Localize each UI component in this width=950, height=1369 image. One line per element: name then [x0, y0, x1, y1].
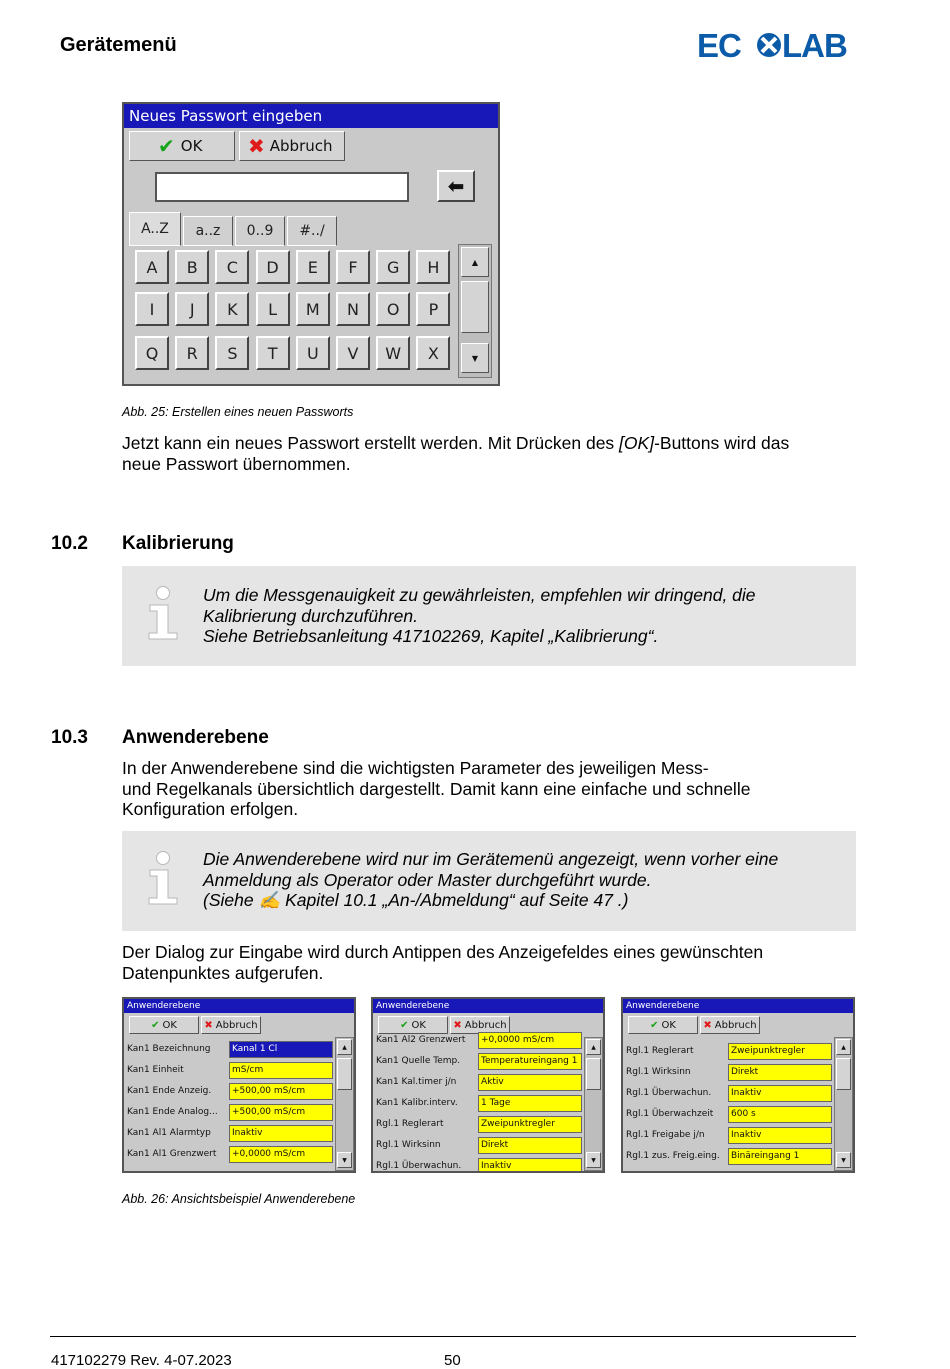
text-line: Datenpunktes aufgerufen.	[122, 962, 324, 983]
note-text	[203, 585, 756, 647]
key-l[interactable]: L	[256, 292, 290, 326]
section-title-anwenderebene: Anwenderebene	[122, 727, 269, 748]
scroll-up-button[interactable]: ▲	[461, 247, 489, 277]
paragraph-new-password	[122, 433, 852, 474]
anwenderebene-screen	[122, 997, 356, 1173]
parameter-value-field[interactable]: Inaktiv	[478, 1158, 582, 1173]
scroll-thumb[interactable]	[836, 1058, 851, 1090]
key-r[interactable]: R	[175, 336, 209, 370]
note-line-2: Kalibrierung durchzuführen.	[203, 605, 418, 626]
arrow-left-icon: ⬅	[447, 174, 465, 198]
scroll-up-button[interactable]: ▲	[586, 1039, 601, 1055]
parameter-value-field[interactable]: Direkt	[728, 1064, 832, 1081]
svg-text:EC: EC	[697, 28, 741, 62]
key-v[interactable]: V	[336, 336, 370, 370]
parameter-value-field[interactable]: Zweipunktregler	[478, 1116, 582, 1133]
info-icon	[146, 851, 180, 905]
key-f[interactable]: F	[336, 250, 370, 284]
screen-title: Anwenderebene	[623, 999, 853, 1013]
parameter-label: Rgl.1 Reglerart	[376, 1119, 444, 1129]
scroll-up-button[interactable]: ▲	[836, 1039, 851, 1055]
tab-uppercase[interactable]: A..Z	[129, 212, 181, 246]
para1-line2: neue Passwort übernommen.	[122, 453, 351, 474]
footer-divider	[50, 1336, 856, 1337]
checkmark-icon: ✔	[151, 1019, 160, 1031]
text-line: In der Anwenderebene sind die wichtigsten Parameter des jeweiligen Mess-	[122, 758, 709, 778]
note-line-2: Anmeldung als Operator oder Master durchgeführt wurde.	[203, 869, 652, 890]
cancel-button[interactable]	[700, 1016, 760, 1034]
ok-button[interactable]	[129, 131, 235, 161]
figure-26-caption: Abb. 26: Ansichtsbeispiel Anwenderebene	[122, 1192, 356, 1206]
dialog-title: Neues Passwort eingeben	[124, 104, 498, 128]
screen-scrollbar[interactable]	[335, 1037, 354, 1171]
parameter-label: Rgl.1 Überwachun.	[626, 1088, 712, 1098]
key-x[interactable]: X	[416, 336, 450, 370]
page-header-title: Gerätemenü	[60, 34, 177, 56]
parameter-label: Rgl.1 Reglerart	[626, 1046, 694, 1056]
ok-label: OK	[162, 1019, 177, 1031]
ok-label: OK	[661, 1019, 676, 1031]
info-note-kalibrierung	[122, 566, 856, 666]
key-s[interactable]: S	[215, 336, 249, 370]
scroll-thumb[interactable]	[461, 281, 489, 333]
para1-text-b: -Buttons wird das	[654, 433, 790, 453]
scroll-down-button[interactable]: ▼	[586, 1152, 601, 1168]
note-line-3: Siehe Betriebsanleitung 417102269, Kapitel „Kalibrierung“.	[203, 626, 659, 646]
parameter-value-field[interactable]: +0,0000 mS/cm	[229, 1146, 333, 1163]
key-n[interactable]: N	[336, 292, 370, 326]
key-t[interactable]: T	[256, 336, 290, 370]
key-h[interactable]: H	[416, 250, 450, 284]
cancel-label: Abbruch	[714, 1019, 757, 1031]
parameter-label: Rgl.1 zus. Freig.eing.	[626, 1151, 720, 1161]
para1-text-a: Jetzt kann ein neues Passwort erstellt werden. Mit Drücken des	[122, 433, 620, 453]
key-j[interactable]: J	[175, 292, 209, 326]
cancel-label: Abbruch	[269, 137, 333, 155]
parameter-value-field[interactable]: +0,0000 mS/cm	[478, 1032, 582, 1049]
screen-title: Anwenderebene	[124, 999, 354, 1013]
parameter-value-field[interactable]: Inaktiv	[229, 1125, 333, 1142]
ecolab-logo	[697, 28, 847, 62]
parameter-label: Kan1 Al1 Alarmtyp	[127, 1128, 211, 1138]
section-number-10-2: 10.2	[51, 533, 88, 554]
anwenderebene-screen	[621, 997, 855, 1173]
parameter-value-field[interactable]: +500,00 mS/cm	[229, 1083, 333, 1100]
checkmark-icon: ✔	[400, 1019, 409, 1031]
parameter-label: Rgl.1 Überwachun.	[376, 1161, 462, 1171]
key-e[interactable]: E	[296, 250, 330, 284]
parameter-value-field[interactable]: Binäreingang 1	[728, 1148, 832, 1165]
key-g[interactable]: G	[376, 250, 410, 284]
parameter-label: Kan1 Einheit	[127, 1065, 184, 1075]
key-i[interactable]: I	[135, 292, 169, 326]
parameter-label: Kan1 Kal.timer j/n	[376, 1077, 457, 1087]
key-d[interactable]: D	[256, 250, 290, 284]
cross-icon: ✖	[703, 1019, 712, 1031]
footer-doc-number: 417102279 Rev. 4-07.2023	[51, 1352, 232, 1369]
scroll-down-button[interactable]: ▼	[836, 1152, 851, 1168]
checkmark-icon: ✔	[158, 134, 175, 158]
note-text	[203, 849, 778, 911]
info-icon	[146, 586, 180, 640]
ok-button[interactable]	[129, 1016, 199, 1034]
cross-icon: ✖	[204, 1019, 213, 1031]
scroll-down-button[interactable]: ▼	[337, 1152, 352, 1168]
checkmark-icon: ✔	[650, 1019, 659, 1031]
para1-ok-emphasis: [OK]	[619, 433, 655, 453]
cross-icon: ✖	[453, 1019, 462, 1031]
ok-button[interactable]	[378, 1016, 448, 1034]
parameter-value-field[interactable]: +500,00 mS/cm	[229, 1104, 333, 1121]
key-u[interactable]: U	[296, 336, 330, 370]
svg-text:LAB: LAB	[782, 28, 847, 62]
cancel-button[interactable]	[239, 131, 345, 161]
password-dialog-screenshot	[122, 102, 500, 386]
parameter-value-field[interactable]: Zweipunktregler	[728, 1043, 832, 1060]
cross-icon: ✖	[248, 134, 265, 158]
cancel-button[interactable]	[201, 1016, 261, 1034]
parameter-label: Kan1 Al2 Grenzwert	[376, 1035, 466, 1045]
password-input[interactable]	[155, 172, 409, 202]
ok-label: OK	[180, 137, 203, 155]
key-w[interactable]: W	[376, 336, 410, 370]
paragraph-anwenderebene	[122, 758, 852, 820]
parameter-value-field[interactable]: Inaktiv	[728, 1085, 832, 1102]
parameter-value-field[interactable]: Aktiv	[478, 1074, 582, 1091]
parameter-label: Rgl.1 Wirksinn	[626, 1067, 691, 1077]
parameter-label: Rgl.1 Wirksinn	[376, 1140, 441, 1150]
info-note-anwenderebene	[122, 831, 856, 931]
scroll-up-button[interactable]: ▲	[337, 1039, 352, 1055]
note-line-3-link[interactable]: (Siehe ✍ Kapitel 10.1 „An-/Abmeldung“ auf Seite 47 .)	[203, 890, 629, 910]
paragraph-dialog	[122, 942, 852, 983]
text-line: Der Dialog zur Eingabe wird durch Antippen des Anzeigefeldes eines gewünschten	[122, 942, 764, 962]
parameter-value-field[interactable]: Temperatureingang 1	[478, 1053, 582, 1070]
screen-title: Anwenderebene	[373, 999, 603, 1013]
parameter-label: Kan1 Al1 Grenzwert	[127, 1149, 217, 1159]
ok-label: OK	[411, 1019, 426, 1031]
parameter-value-field[interactable]: Inaktiv	[728, 1127, 832, 1144]
text-line: Konfiguration erfolgen.	[122, 799, 299, 819]
key-b[interactable]: B	[175, 250, 209, 284]
key-k[interactable]: K	[215, 292, 249, 326]
scroll-thumb[interactable]	[337, 1058, 352, 1090]
key-o[interactable]: O	[376, 292, 410, 326]
section-title-kalibrierung: Kalibrierung	[122, 533, 234, 554]
parameter-label: Kan1 Bezeichnung	[127, 1044, 211, 1054]
parameter-label: Rgl.1 Freigabe j/n	[626, 1130, 705, 1140]
key-a[interactable]: A	[135, 250, 169, 284]
parameter-value-field[interactable]: Kanal 1 Cl	[229, 1041, 333, 1058]
note-line-1: Um die Messgenauigkeit zu gewährleisten, empfehlen wir dringend, die	[203, 585, 756, 605]
text-line: und Regelkanals übersichtlich dargestellt. Damit kann eine einfache und schnelle	[122, 778, 751, 799]
key-c[interactable]: C	[215, 250, 249, 284]
parameter-value-field[interactable]: 600 s	[728, 1106, 832, 1123]
footer-page-number: 50	[444, 1352, 461, 1369]
backspace-button[interactable]	[437, 170, 475, 202]
scroll-thumb[interactable]	[586, 1058, 601, 1090]
key-p[interactable]: P	[416, 292, 450, 326]
key-m[interactable]: M	[296, 292, 330, 326]
figure-25-caption: Abb. 25: Erstellen eines neuen Passworts	[122, 405, 354, 419]
scroll-down-button[interactable]: ▼	[461, 343, 489, 373]
parameter-label: Kan1 Ende Anzeig.	[127, 1086, 212, 1096]
tab-symbols[interactable]: #../	[287, 216, 337, 246]
parameter-value-field[interactable]: Direkt	[478, 1137, 582, 1154]
screen-scrollbar[interactable]	[834, 1037, 853, 1171]
tab-lowercase[interactable]: a..z	[183, 216, 233, 246]
tab-digits[interactable]: 0..9	[235, 216, 285, 246]
parameter-label: Rgl.1 Überwachzeit	[626, 1109, 714, 1119]
parameter-label: Kan1 Quelle Temp.	[376, 1056, 461, 1066]
section-number-10-3: 10.3	[51, 727, 88, 748]
parameter-label: Kan1 Kalibr.interv.	[376, 1098, 458, 1108]
parameter-value-field[interactable]: 1 Tage	[478, 1095, 582, 1112]
cancel-label: Abbruch	[464, 1019, 507, 1031]
key-q[interactable]: Q	[135, 336, 169, 370]
ok-button[interactable]	[628, 1016, 698, 1034]
note-line-1: Die Anwenderebene wird nur im Gerätemenü angezeigt, wenn vorher eine	[203, 849, 779, 869]
parameter-value-field[interactable]: mS/cm	[229, 1062, 333, 1079]
parameter-label: Kan1 Ende Analog...	[127, 1107, 218, 1117]
keyboard-scrollbar[interactable]	[458, 244, 492, 378]
screen-scrollbar[interactable]	[584, 1037, 603, 1171]
anwenderebene-screen	[371, 997, 605, 1173]
cancel-label: Abbruch	[215, 1019, 258, 1031]
